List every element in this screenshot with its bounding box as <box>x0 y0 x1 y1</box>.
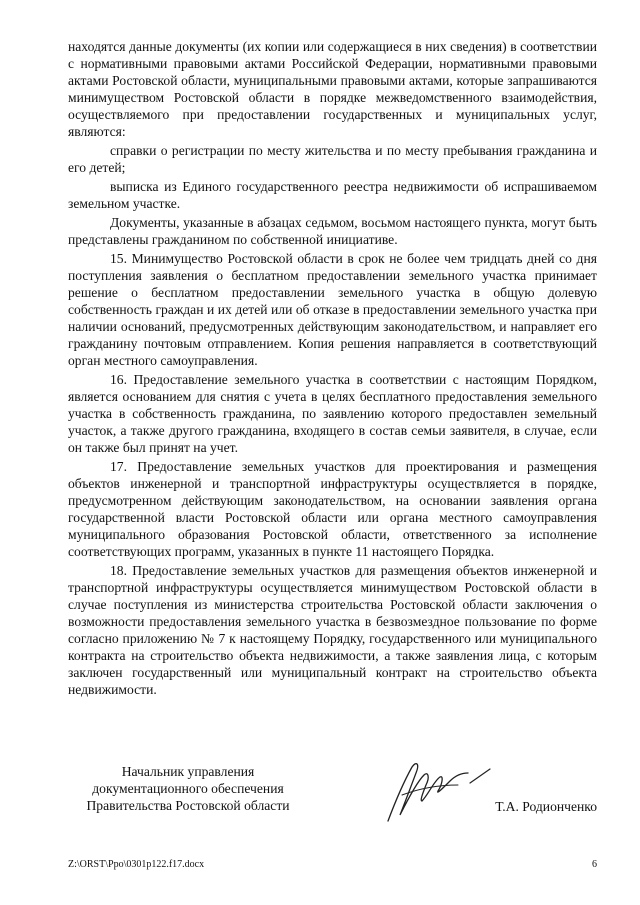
paragraph-3: выписка из Единого государственного реестра недвижимости об испрашиваемом земельном участке. <box>68 179 597 211</box>
file-path: Z:\ORST\Ppo\0301p122.f17.docx <box>68 859 205 870</box>
paragraph-2: справки о регистрации по месту жительства и по месту пребывания гражданина и его детей; <box>68 143 597 175</box>
handwritten-signature <box>358 755 498 827</box>
paragraph-item-17: 17. Предоставление земельных участков для проектирования и размещения объектов инженерной и транспортной инфраструктуры осуществляется в порядке, предусмотренном действующим законодательством, на основании заявления органа государственной власти Ростовской области или органа местного самоуправления муниципального образования Ростовской области, ответственного за исполнение соответствующих программ, указанных в пункте 11 настоящего Порядка. <box>68 459 597 559</box>
signature-block <box>68 763 597 823</box>
page-number: 6 <box>592 859 597 870</box>
paragraph-item-15: 15. Минимущество Ростовской области в срок не более чем тридцать дней со дня поступления заявления о бесплатном предоставлении земельного участка принимает решение о бесплатном предоставлении земельного участка в общую долевую собственность граждан и их детей или об отказе в предоставлении земельного участка при наличии оснований, предусмотренных действующим законодательством, и направляет его гражданину почтовым отправлением. Копия решения направляется в соответствующий орган местного самоуправления. <box>68 251 597 368</box>
paragraph-item-18: 18. Предоставление земельных участков для размещения объектов инженерной и транспортной инфраструктуры осуществляется минимуществом Ростовской области в случае поступления из министерства строительства Ростовской области заключения о возможности предоставления земельного участка в безвозмездное пользование по форме согласно приложению № 7 к настоящему Порядку, государственного или муниципального контракта на строительство объекта недвижимости, а также заявления лица, с которым заключен государственный или муниципальный контракт на строительство объекта недвижимости. <box>68 563 597 697</box>
document-body <box>68 38 597 700</box>
position-line-2: документационного обеспечения <box>92 781 284 796</box>
position-line-1: Начальник управления <box>121 764 255 779</box>
paragraph-4: Документы, указанные в абзацах седьмом, восьмом настоящего пункта, могут быть представлены гражданином по собственной инициативе. <box>68 215 597 247</box>
position-line-3: Правительства Ростовской области <box>86 798 290 813</box>
paragraph-item-16: 16. Предоставление земельного участка в соответствии с настоящим Порядком, является основанием для снятия с учета в целях бесплатного предоставления земельного участка в собственность гражданина, по заявлению которого предоставлен земельный участок, а также другого гражданина, входящего в состав семьи заявителя, в случае, если он также был принят на учет. <box>68 372 597 455</box>
signatory-name: Т.А. Родионченко <box>495 799 597 814</box>
paragraph-1: находятся данные документы (их копии или содержащиеся в них сведения) в соответствии с нормативными правовыми актами Российской Федерации, нормативными правовыми актами Ростовской области, муниципальными правовыми актами, которые запрашиваются минимуществом Ростовской области в порядке межведомственного взаимодействия, осуществляемого при предоставлении государственных и муниципальных услуг, являются: <box>68 39 597 139</box>
signatory-position <box>68 763 308 814</box>
